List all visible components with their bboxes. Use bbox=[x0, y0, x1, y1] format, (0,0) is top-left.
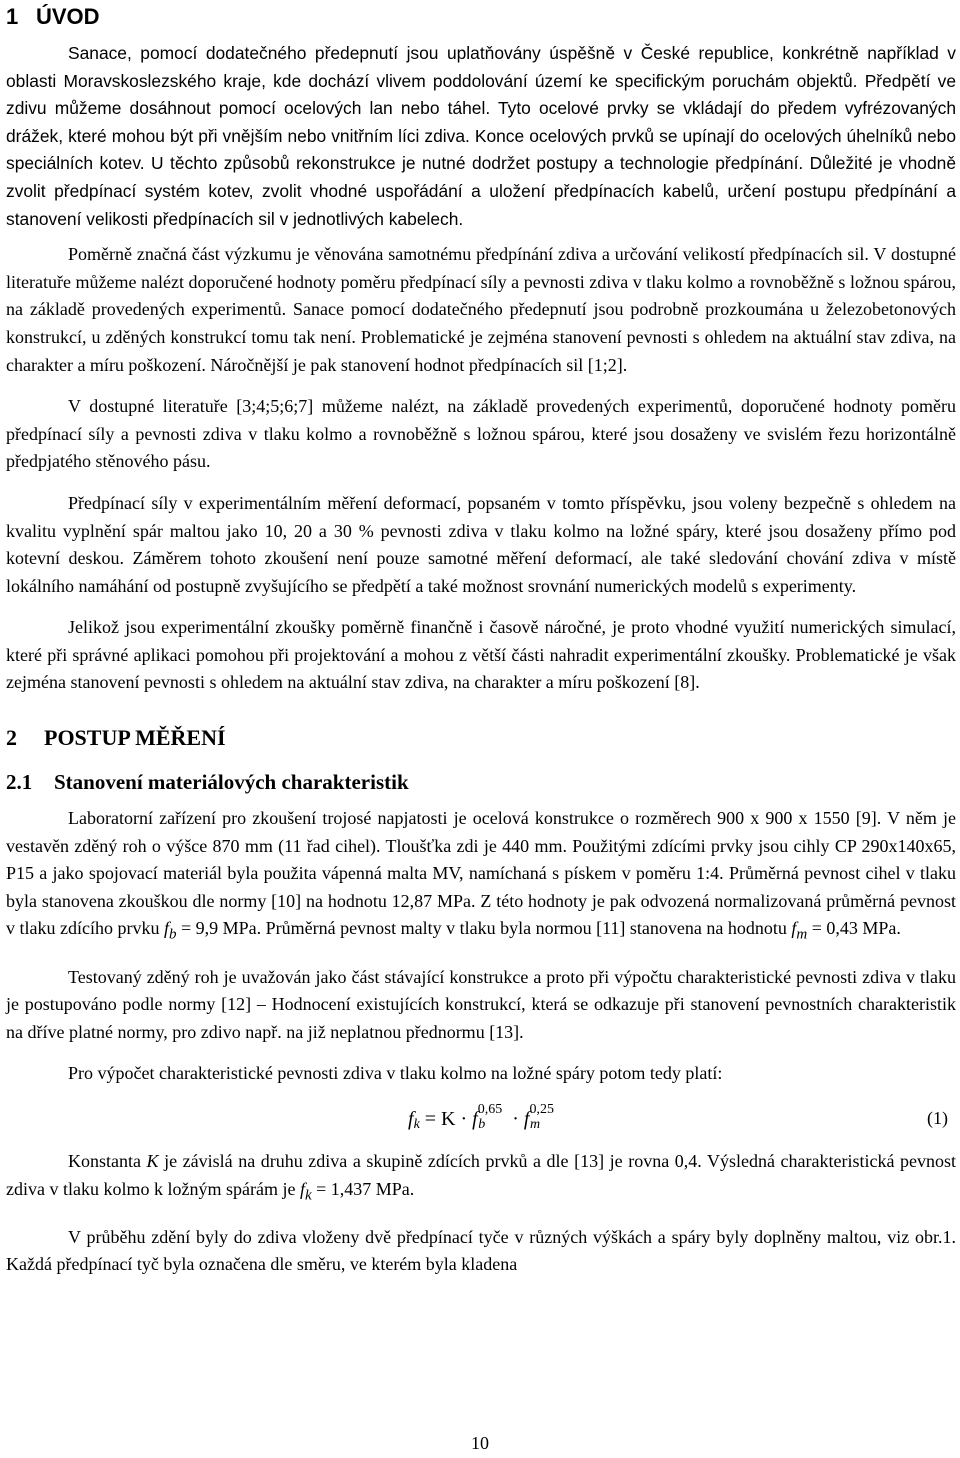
section-2-1-heading bbox=[6, 767, 956, 797]
materials-paragraph-2: Testovaný zděný roh je uvažován jako část stávající konstrukce a proto při výpočtu charakteristické pevnosti zdiva v tlaku je postupováno podle normy [12] – Hodnocení existujících konstrukcí, která se odkazuje při stanovení pevnostních charakteristik na dříve platné normy, pro zdivo např. na již neplatnou přednormu [13]. bbox=[6, 966, 956, 1042]
equation-expression: $f_k = K \cdot f^{0,65}_b \cdot f^{0,25}_m$ bbox=[408, 1102, 554, 1132]
intro-paragraph-1: Sanace, pomocí dodatečného předepnutí jsou uplatňovány úspěšně v České republice, konkrétně například v oblasti Moravskoslezského kraje, kde dochází vlivem poddolování území ke specifickým poruchám objektů. Předpětí ve zdivu můžeme dosáhnout pomocí ocelových lan nebo táhel. Tyto ocelové prvky se vkládají do předem vyfrézovaných drážek, které mohou být při vnějším nebo vnitřním líci zdiva. Konce ocelových prvků se upínají do ocelových úhelníků nebo speciálních kotev. U těchto způsobů rekonstrukce je nutné dodržet postupy a technologie předpínání. Důležité je vhodně zvolit předpínací systém kotev, zvolit vhodné uspořádání a uložení předpínacích kabelů, určení postupu předpínání a stanovení velikosti předpínacích sil v jednotlivých kabelech. bbox=[6, 43, 956, 229]
materials-paragraph-4: Konstanta K je závislá na druhu zdiva a skupině zdících prvků a dle [13] je rovna 0,4. Výsledná charakteristická pevnost zdiva v tlaku kolmo k ložným spárám je $f_k = 1,437$ MPa. bbox=[6, 1151, 957, 1204]
intro-paragraph-5: Jelikož jsou experimentální zkoušky poměrně finančně i časově náročné, je proto vhodné využití numerických simulací, které při správné aplikaci pomohou při projektování a mohou z větší části nahradit experimentální zkoušky. Problematické je však zejména stanovení pevnosti s ohledem na aktuální stav zdiva, na charakter a míru poškození [8]. bbox=[6, 617, 956, 693]
section-title: ÚVOD bbox=[36, 4, 100, 29]
intro-paragraph-3: V dostupné literatuře [3;4;5;6;7] můžeme nalézt, na základě provedených experimentů, doporučené hodnoty poměru předpínací síly a pevnosti zdiva v tlaku kolmo a rovnoběžně s ložnou spárou, které jsou dosaženy ve svislém řezu horizontálně předpjatého stěnového pásu. bbox=[6, 396, 956, 472]
materials-paragraph-3: Pro výpočet charakteristické pevnosti zdiva v tlaku kolmo na ložné spáry potom tedy platí: bbox=[68, 1063, 723, 1084]
document-body bbox=[6, 2, 956, 1279]
section-2-heading bbox=[6, 723, 956, 753]
section-number: 2 bbox=[6, 725, 17, 751]
materials-paragraph-1: Laboratorní zařízení pro zkoušení trojosé napjatosti je ocelová konstrukce o rozměrech 900 x 900 x 1550 [9]. V něm je vestavěn zděný roh o výšce 870 mm (11 řad cihel). Tloušťka zdi je 440 mm. Použitými zdícími prvky jsou cihly CP 290x140x65, P15 a jako spojovací materiál byla použita vápenná malta MV, namíchaná s pískem v poměru 1:4. Průměrná pevnost cihel v tlaku byla stanovena zkouškou dle normy [10] na hodnotu 12,87 MPa. Z této hodnoty je pak odvozená normalizovaná průměrná pevnost v tlaku zdícího prvku $f_b = 9,9$ MPa. Průměrná pevnost malty v tlaku byla normou [11] stanovena na hodnotu $f_m = 0,43$ MPa. bbox=[6, 808, 956, 944]
equation-1 bbox=[6, 1088, 956, 1148]
page-number: 10 bbox=[471, 1433, 489, 1453]
section-1-heading bbox=[6, 2, 956, 32]
intro-paragraph-2: Poměrně značná část výzkumu je věnována samotnému předpínání zdiva a určování velikostí předpínacích sil. V dostupné literatuře můžeme nalézt doporučené hodnoty poměru předpínací síly a pevnosti zdiva v tlaku kolmo a rovnoběžně s ložnou spárou, na základě provedených experimentů. Sanace pomocí dodatečného předepnutí jsou podrobně prozkoumána u železobetonových konstrukcí, u zděných konstrukcí tomu tak není. Problematické je zejména stanovení pevnosti s ohledem na aktuální stav zdiva, na charakter a míru poškození. Náročnější je pak stanovení hodnot předpínacích sil [1;2]. bbox=[6, 244, 956, 375]
subsection-number: 2.1 bbox=[6, 770, 33, 795]
section-title: POSTUP MĚŘENÍ bbox=[44, 725, 226, 751]
equation-number: (1) bbox=[927, 1108, 948, 1128]
section-number: 1 bbox=[6, 4, 19, 29]
materials-paragraph-5: V průběhu zdění byly do zdiva vloženy dvě předpínací tyče v různých výškách a spáry byly doplněny maltou, viz obr.1. Každá předpínací tyč byla označena dle směru, ve kterém byla kladena bbox=[6, 1226, 956, 1275]
intro-paragraph-4: Předpínací síly v experimentálním měření deformací, popsaném v tomto příspěvku, jsou voleny bezpečně s ohledem na kvalitu vyplnění spár maltou jako 10, 20 a 30 % pevnosti zdiva v tlaku kolmo na ložné spáry, které jsou dosaženy přímo pod kotevní deskou. Záměrem tohoto zkoušení není pouze samotné měření deformací, ale také sledování chování zdiva v místě lokálního namáhání od postupně zvyšujícího se předpětí a také možnost srovnání numerických modelů s experimenty. bbox=[6, 492, 956, 596]
subsection-title: Stanovení materiálových charakteristik bbox=[54, 770, 409, 795]
